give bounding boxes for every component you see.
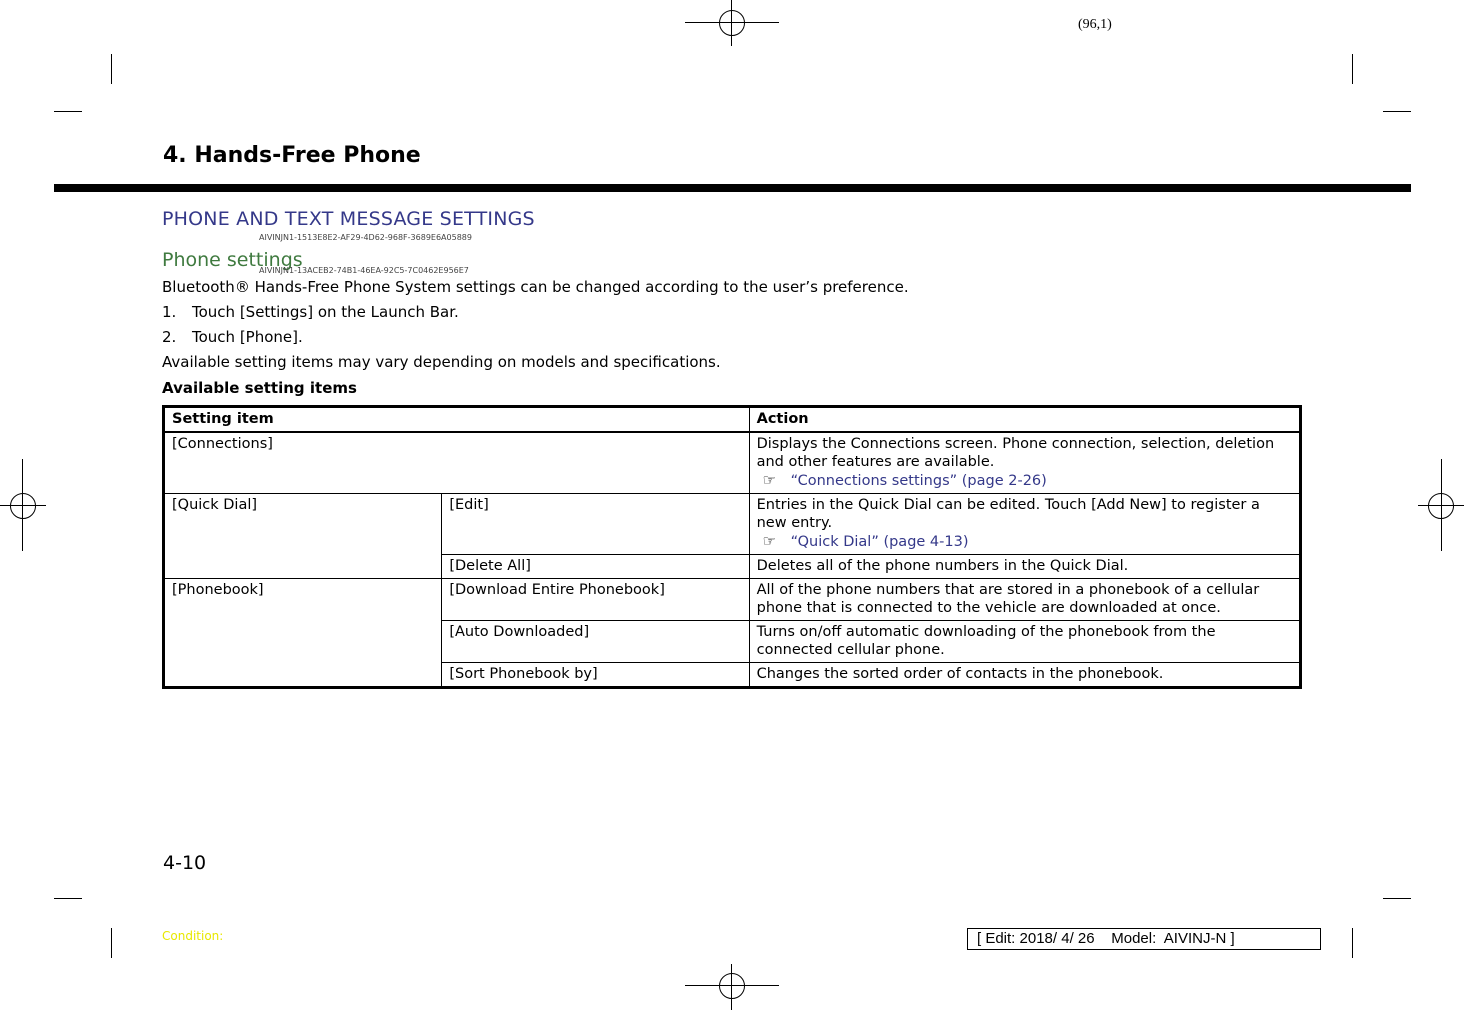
- cell-sort-action: Changes the sorted order of contacts in the phonebook.: [749, 663, 1300, 688]
- step-text: Touch [Settings] on the Launch Bar.: [192, 303, 459, 321]
- edit-info-box: [ Edit: 2018/ 4/ 26 Model: AIVINJ-N ]: [967, 928, 1321, 950]
- settings-table: [162, 405, 1302, 689]
- quick-dial-reference[interactable]: [757, 532, 1292, 551]
- subsection-id: AIVINJN1-13ACEB2-74B1-46EA-92C5-7C0462E956E7: [259, 266, 469, 275]
- table-row: [164, 432, 1301, 494]
- reference-link[interactable]: “Connections settings” (page 2-26): [790, 473, 1047, 489]
- table-row: [164, 494, 1301, 555]
- step-text: Touch [Phone].: [192, 328, 303, 346]
- table-title: Available setting items: [162, 379, 357, 397]
- cell-auto-downloaded-action: Turns on/off automatic downloading of the phonebook from the connected cellular phone.: [749, 621, 1300, 663]
- section-id: AIVINJN1-1513E8E2-AF29-4D62-968F-3689E6A05889: [259, 233, 472, 242]
- intro-text: Bluetooth® Hands-Free Phone System settings can be changed according to the user’s preference.: [162, 278, 909, 296]
- cell-sort: [Sort Phonebook by]: [442, 663, 749, 688]
- cell-phonebook: [Phonebook]: [164, 579, 442, 688]
- step-number: 2.: [162, 328, 177, 346]
- step-2: [162, 328, 303, 346]
- condition-label: Condition:: [162, 929, 224, 943]
- cell-download: [Download Entire Phonebook]: [442, 579, 749, 621]
- pointing-hand-icon: ☞: [762, 471, 777, 489]
- section-title: PHONE AND TEXT MESSAGE SETTINGS: [162, 208, 535, 230]
- chapter-title: 4. Hands-Free Phone: [163, 143, 421, 168]
- step-1: [162, 303, 459, 321]
- action-text: Entries in the Quick Dial can be edited. Touch [Add New] to register a new entry.: [756, 497, 1260, 531]
- cell-download-action: All of the phone numbers that are stored in a phonebook of a cellular phone that is connected to the vehicle are downloaded at once.: [749, 579, 1300, 621]
- pointing-hand-icon: ☞: [762, 532, 777, 550]
- cell-connections: [Connections]: [164, 432, 750, 494]
- connections-reference[interactable]: [757, 471, 1292, 490]
- page-number: 4-10: [163, 852, 207, 874]
- cell-delete-all-action: Deletes all of the phone numbers in the Quick Dial.: [749, 555, 1300, 579]
- chapter-rule: [54, 184, 1411, 192]
- cell-quick-dial: [Quick Dial]: [164, 494, 442, 579]
- note-text: Available setting items may vary depending on models and specifications.: [162, 353, 721, 371]
- table-header-row: [164, 407, 1301, 433]
- step-number: 1.: [162, 303, 177, 321]
- cell-connections-action: [749, 432, 1300, 494]
- action-text: Displays the Connections screen. Phone connection, selection, deletion and other features are available.: [756, 436, 1275, 470]
- cell-auto-downloaded: [Auto Downloaded]: [442, 621, 749, 663]
- cell-delete-all: [Delete All]: [442, 555, 749, 579]
- page-code: (96,1): [1078, 17, 1112, 32]
- header-setting-item: Setting item: [164, 407, 750, 433]
- header-action: Action: [749, 407, 1300, 433]
- subsection-title: Phone settings: [162, 249, 303, 271]
- reference-link[interactable]: “Quick Dial” (page 4-13): [790, 534, 969, 550]
- cell-edit-action: [749, 494, 1300, 555]
- table-row: [164, 579, 1301, 621]
- cell-edit: [Edit]: [442, 494, 749, 555]
